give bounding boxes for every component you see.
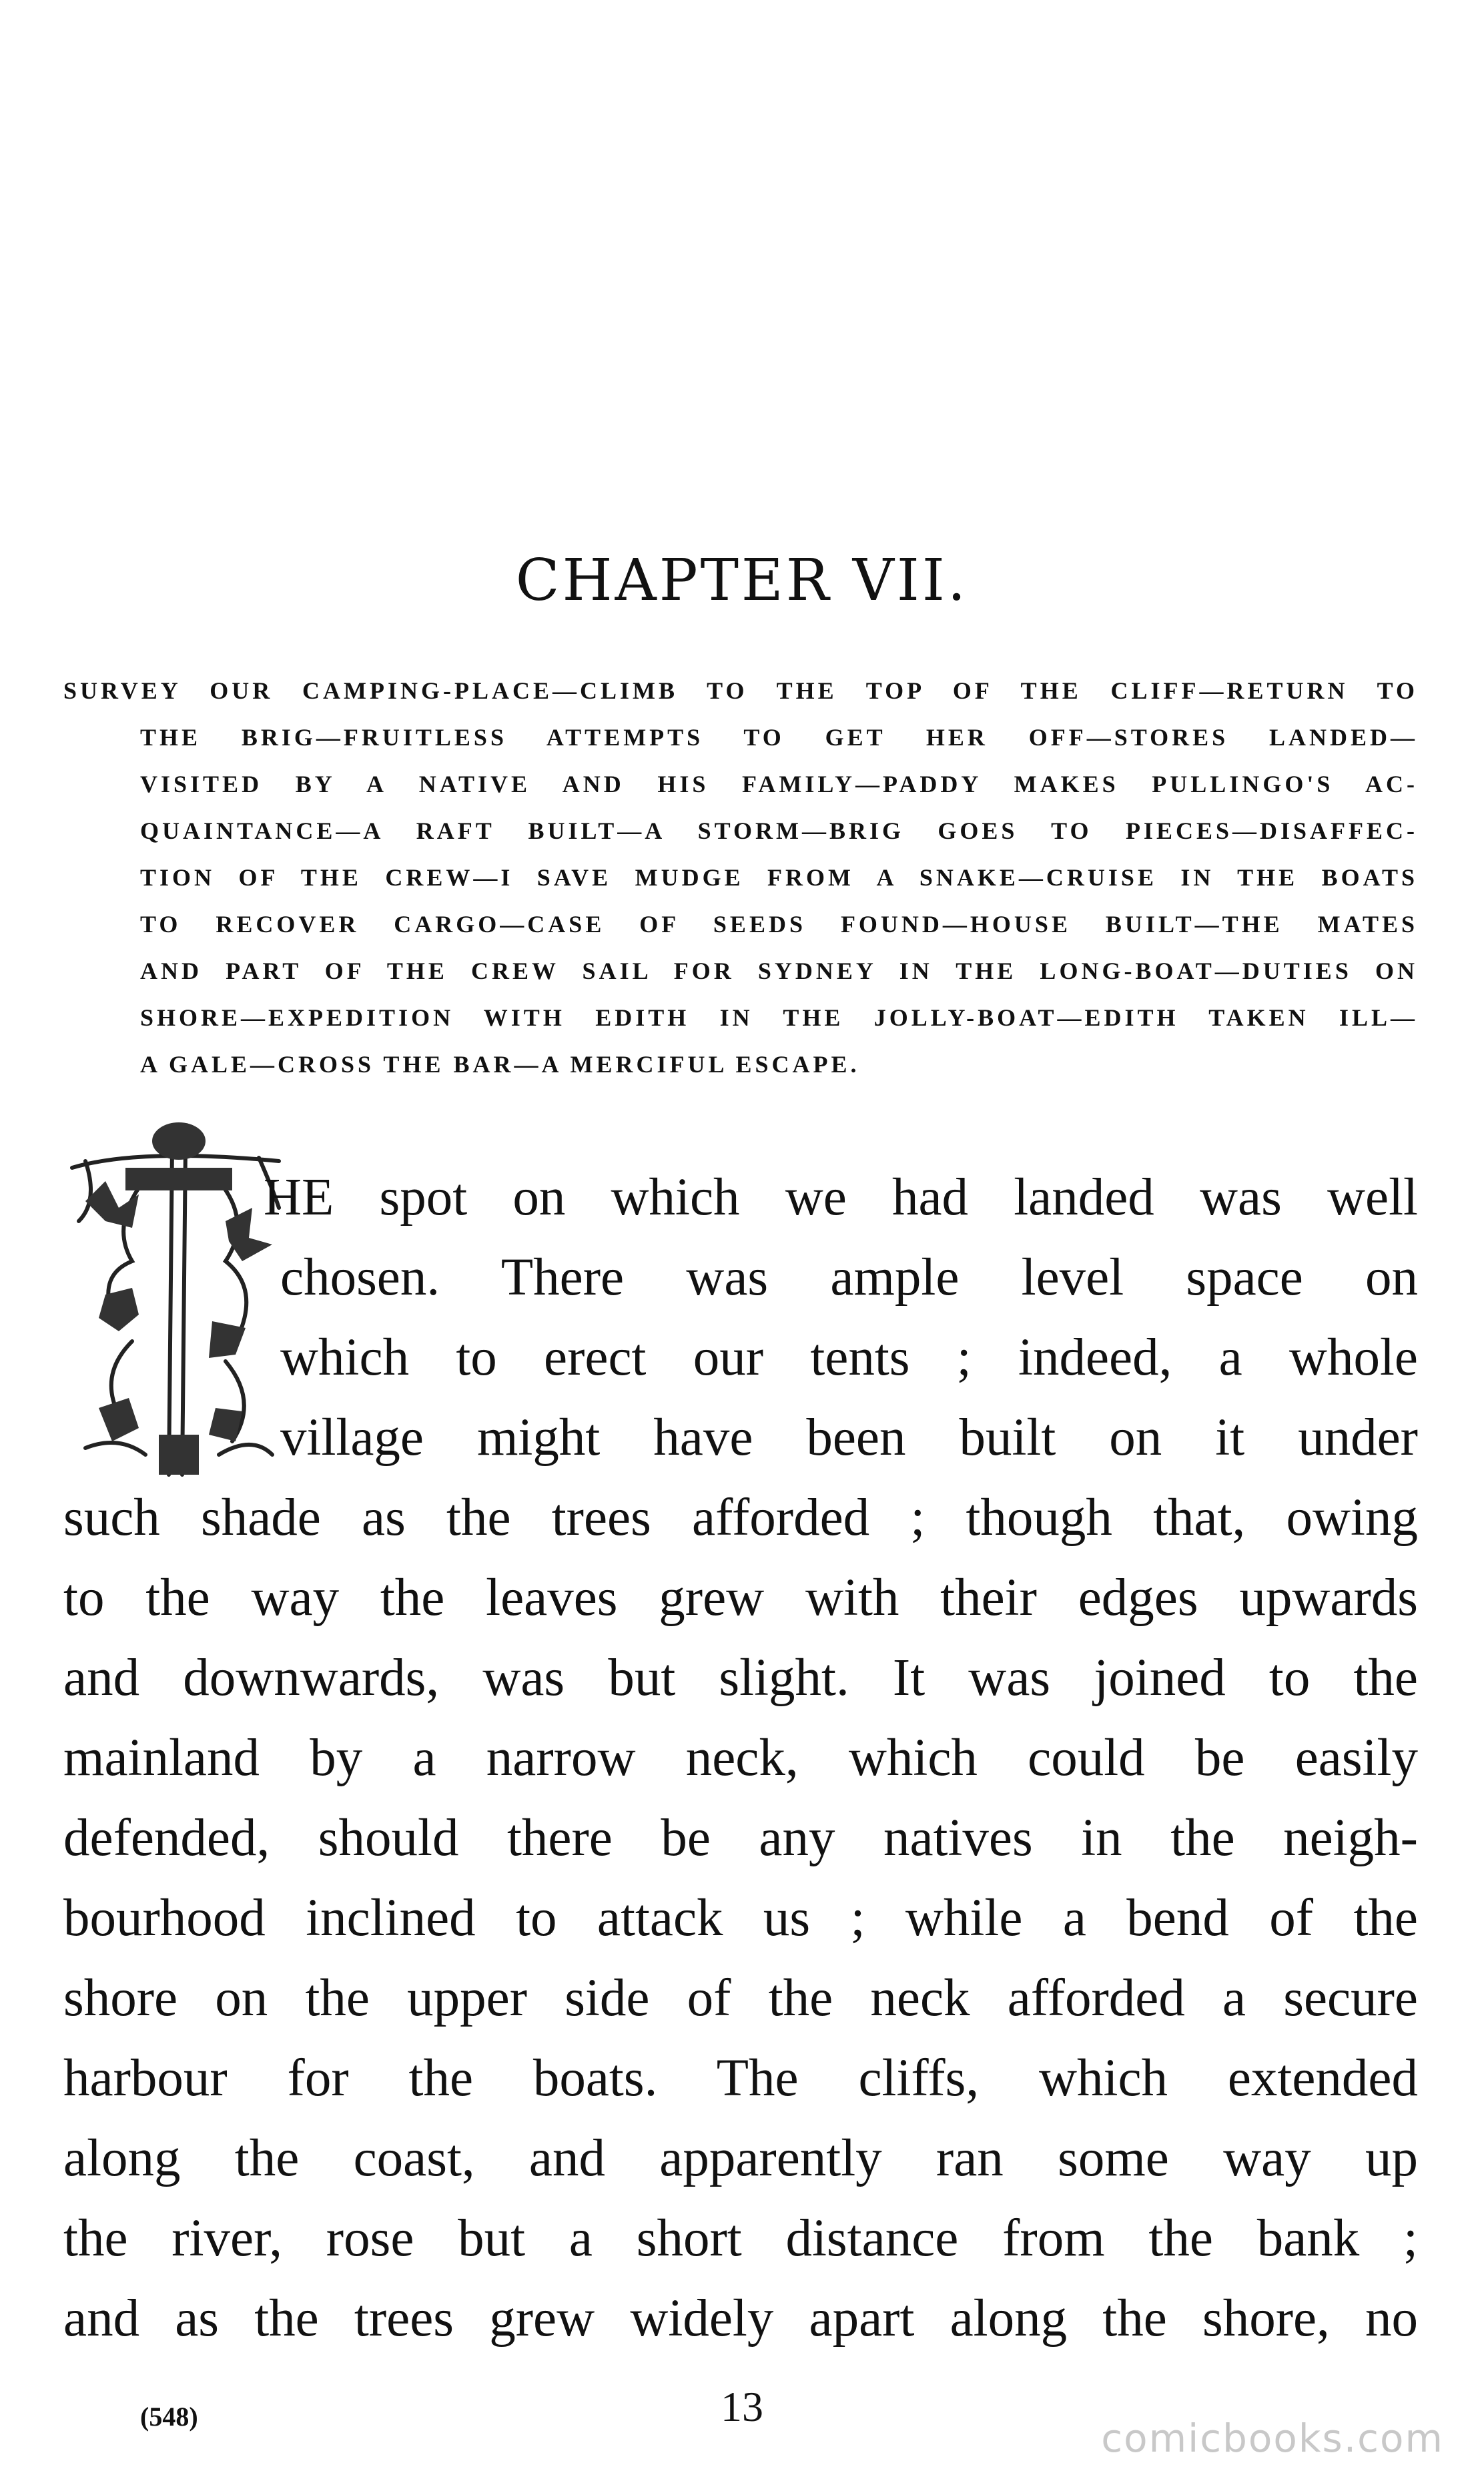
text-line: which to erect our tents ; indeed, a whole xyxy=(280,1329,1418,1387)
synopsis-line: SURVEY OUR CAMPING-PLACE—CLIMB TO THE TOP OF THE CLIFF—RETURN TO xyxy=(63,677,1418,704)
text-line: village might have been built on it under xyxy=(280,1409,1418,1467)
text-line: chosen. There was ample level space on xyxy=(280,1249,1418,1307)
text-line: defended, should there be any natives in the neigh- xyxy=(63,1809,1418,1867)
synopsis-line: AND PART OF THE CREW SAIL FOR SYDNEY IN THE LONG-BOAT—DUTIES ON xyxy=(140,958,1418,984)
body-text xyxy=(63,1158,1418,2359)
chapter-title: CHAPTER VII. xyxy=(515,547,969,614)
synopsis-line: SHORE—EXPEDITION WITH EDITH IN THE JOLLY-BOAT—EDITH TAKEN ILL— xyxy=(140,1004,1418,1031)
synopsis-line: QUAINTANCE—A RAFT BUILT—A STORM—BRIG GOES TO PIECES—DISAFFEC- xyxy=(140,817,1418,844)
synopsis-line: A GALE—CROSS THE BAR—A MERCIFUL ESCAPE. xyxy=(140,1051,860,1078)
text-line: bourhood inclined to attack us ; while a bend of the xyxy=(63,1889,1418,1947)
text-line: HE spot on which we had landed was well xyxy=(264,1168,1418,1226)
synopsis-line: TO RECOVER CARGO—CASE OF SEEDS FOUND—HOUSE BUILT—THE MATES xyxy=(140,911,1418,938)
text-line: mainland by a narrow neck, which could be easily xyxy=(63,1729,1418,1787)
synopsis-line: THE BRIG—FRUITLESS ATTEMPTS TO GET HER OFF—STORES LANDED— xyxy=(140,724,1418,751)
text-line: and as the trees grew widely apart along the shore, no xyxy=(63,2289,1418,2348)
page-number: 13 xyxy=(721,2383,763,2430)
text-line: the river, rose but a short distance from the bank ; xyxy=(63,2209,1418,2267)
text-line: harbour for the boats. The cliffs, which extended xyxy=(63,2049,1418,2107)
text-line: to the way the leaves grew with their edges upwards xyxy=(63,1569,1418,1627)
text-line: shore on the upper side of the neck afforded a secure xyxy=(63,1969,1418,2027)
text-line: along the coast, and apparently ran some way up xyxy=(63,2129,1418,2187)
watermark: comicbooks.com xyxy=(1101,2416,1444,2461)
signature-mark: (548) xyxy=(140,2402,198,2432)
chapter-synopsis xyxy=(63,667,1418,1088)
text-line: and downwards, was but slight. It was joined to the xyxy=(63,1649,1418,1707)
synopsis-line: VISITED BY A NATIVE AND HIS FAMILY—PADDY MAKES PULLINGO'S AC- xyxy=(140,771,1418,797)
synopsis-line: TION OF THE CREW—I SAVE MUDGE FROM A SNAKE—CRUISE IN THE BOATS xyxy=(140,864,1418,891)
text-line: such shade as the trees afforded ; though that, owing xyxy=(63,1489,1418,1547)
